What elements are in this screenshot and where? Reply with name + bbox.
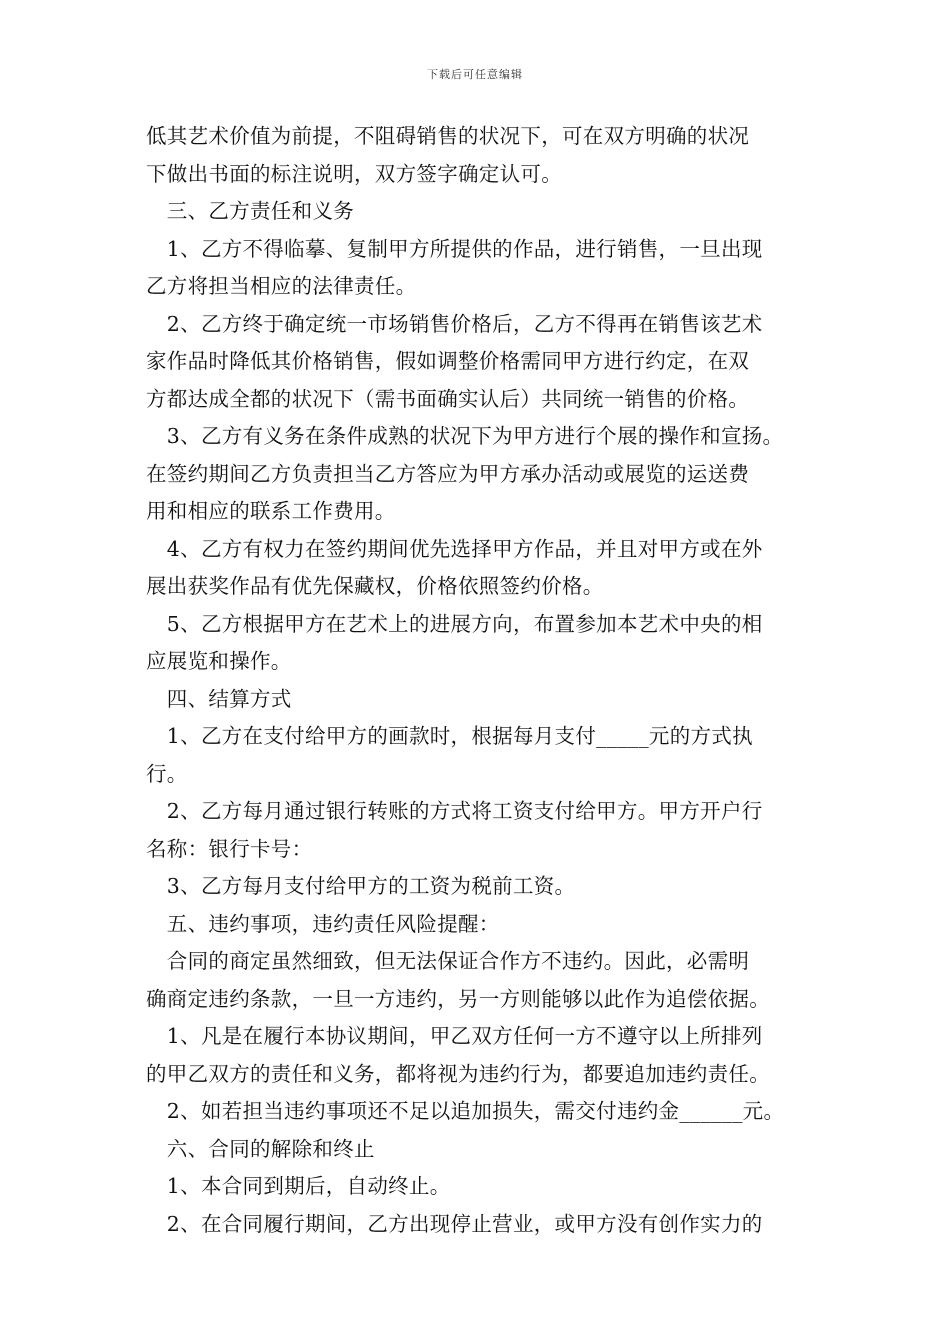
text-line: 2、乙方每月通过银行转账的方式将工资支付给甲方。甲方开户行 [146,799,763,823]
text-line: 用和相应的联系工作费用。 [146,499,396,523]
text-line: 2、乙方终于确定统一市场销售价格后，乙方不得再在销售该艺术 [146,311,763,336]
text-line: 家作品时降低其价格销售，假如调整价格需同甲方进行约定，在双 [146,349,750,373]
text-line: 5、乙方根据甲方在艺术上的进展方向，布置参加本艺术中央的相 [146,611,763,636]
text-line: 2、如若担当违约事项还不足以追加损失，需交付违约金______元。 [146,1099,785,1123]
text-line: 1、凡是在履行本协议期间，甲乙双方任何一方不遵守以上所排列 [146,1024,763,1048]
text-line: 3、乙方每月支付给甲方的工资为税前工资。 [146,874,576,898]
text-line: 应展览和操作。 [146,649,292,673]
text-line: 4、乙方有权力在签约期间优先选择甲方作品，并且对甲方或在外 [146,536,763,561]
section-heading: 三、乙方责任和义务 [146,199,354,223]
text-line: 1、本合同到期后，自动终止。 [146,1174,451,1198]
text-line: 合同的商定虽然细致，但无法保证合作方不违约。因此，必需明 [146,949,750,973]
page-header-note: 下载后可任意编辑 [427,68,523,81]
text-line: 名称：银行卡号： [146,836,313,861]
text-line: 确商定违约条款，一旦一方违约，另一方则能够以此作为追偿依据。 [146,986,770,1011]
text-line: 下做出书面的标注说明，双方签字确定认可。 [146,161,562,186]
text-line: 2、在合同履行期间，乙方出现停止营业，或甲方没有创作实力的 [146,1211,763,1236]
text-line: 低其艺术价值为前提，不阻碍销售的状况下，可在双方明确的状况 [146,124,750,148]
document-body [146,118,818,1243]
section-heading: 四、结算方式 [146,686,292,711]
text-line: 乙方将担当相应的法律责任。 [146,274,417,298]
text-line: 展出获奖作品有优先保藏权，价格依照签约价格。 [146,574,604,598]
text-line: 1、乙方在支付给甲方的画款时，根据每月支付_____元的方式执 [146,724,753,748]
section-heading: 六、合同的解除和终止 [146,1136,375,1161]
text-line: 1、乙方不得临摹、复制甲方所提供的作品，进行销售，一旦出现 [146,236,763,261]
text-line: 在签约期间乙方负责担当乙方答应为甲方承办活动或展览的运送费 [146,461,750,486]
text-line: 3、乙方有义务在条件成熟的状况下为甲方进行个展的操作和宣扬。 [146,424,784,448]
text-line: 方都达成全都的状况下（需书面确实认后）共同统一销售的价格。 [146,386,750,411]
text-line: 的甲乙双方的责任和义务，都将视为违约行为，都要追加违约责任。 [146,1061,770,1086]
section-heading: 五、违约事项，违约责任风险提醒： [146,911,500,936]
text-line: 行。 [146,761,188,786]
